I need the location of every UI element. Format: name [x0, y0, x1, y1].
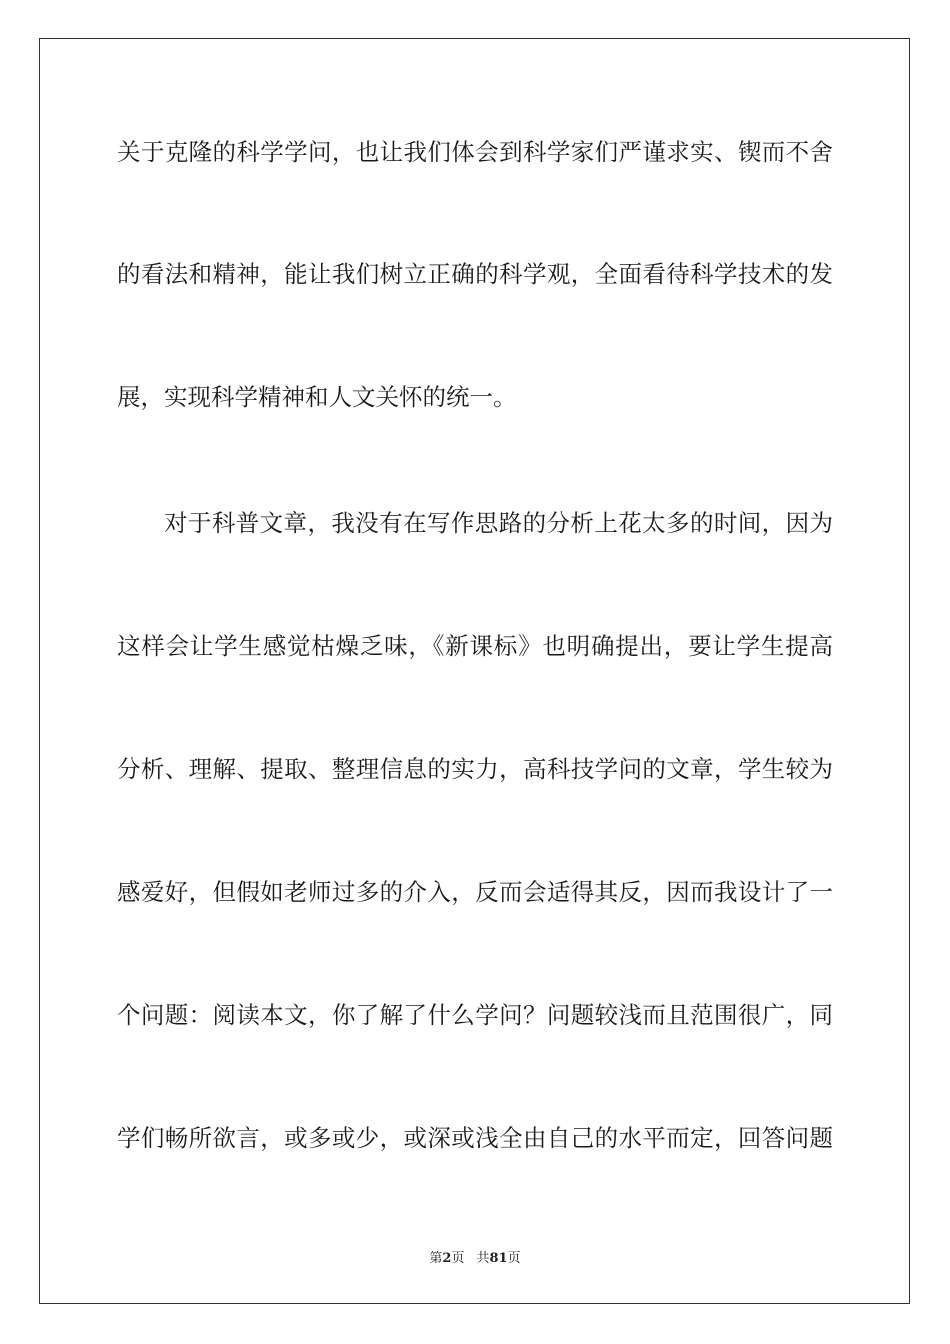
total-prefix: 共 [476, 1251, 490, 1266]
page-footer [0, 1247, 950, 1266]
page-suffix: 页 [451, 1251, 465, 1266]
total-suffix: 页 [507, 1251, 521, 1266]
total-pages: 81 [489, 1251, 508, 1266]
text-line-5: 这样会让学生感觉枯燥乏味，《新课标》也明确提出，要让学生提高 [117, 632, 833, 660]
text-line-6: 分析、理解、提取、整理信息的实力，高科技学问的文章，学生较为 [117, 755, 833, 783]
text-line-4: 对于科普文章，我没有在写作思路的分析上花太多的时间，因为 [164, 509, 833, 537]
text-line-3: 展，实现科学精神和人文关怀的统一。 [117, 383, 517, 411]
text-line-2: 的看法和精神，能让我们树立正确的科学观，全面看待科学技术的发 [117, 260, 833, 288]
page-number: 2 [442, 1251, 452, 1266]
text-line-8: 个问题：阅读本文，你了解了什么学问？问题较浅而且范围很广，同 [117, 1001, 833, 1029]
page-frame [39, 38, 910, 1304]
page-prefix: 第 [429, 1251, 443, 1266]
text-line-9: 学们畅所欲言，或多或少，或深或浅全由自己的水平而定，回答问题 [117, 1124, 833, 1152]
text-line-7: 感爱好，但假如老师过多的介入，反而会适得其反，因而我设计了一 [117, 878, 833, 906]
text-line-1: 关于克隆的科学学问，也让我们体会到科学家们严谨求实、锲而不舍 [117, 138, 833, 166]
